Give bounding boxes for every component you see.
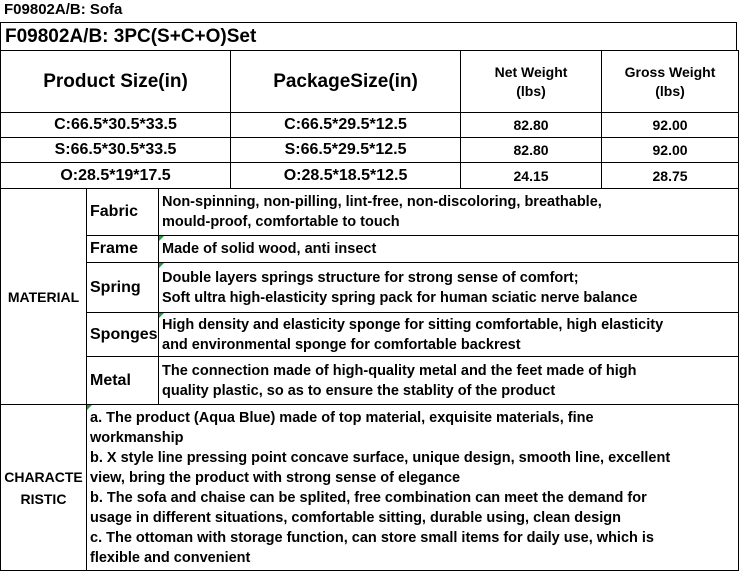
material-desc: Non-spinning, non-pilling, lint-free, non-discoloring, breathable, mould-proof, comfortable to touch <box>159 189 739 236</box>
material-name: Fabric <box>87 189 159 236</box>
sheet-title: F09802A/B: Sofa <box>4 1 123 18</box>
material-desc: The connection made of high-quality metal and the feet made of high quality plastic, so as to ensure the stablity of the product <box>159 357 739 405</box>
table-row <box>1 163 739 189</box>
set-title: F09802A/B: 3PC(S+C+O)Set <box>0 22 737 50</box>
gross-weight-cell: 28.75 <box>602 163 739 189</box>
material-desc: High density and elasticity sponge for sitting comfortable, high elasticity and environmental sponge for comfortable backrest <box>159 313 739 357</box>
material-row-spring <box>1 263 739 313</box>
material-name: Frame <box>87 236 159 263</box>
net-weight-cell: 24.15 <box>461 163 602 189</box>
material-desc: Made of solid wood, anti insect <box>159 236 739 263</box>
product-size-cell: O:28.5*19*17.5 <box>1 163 231 189</box>
material-row-sponges <box>1 313 739 357</box>
table-row <box>1 113 739 138</box>
net-weight-cell: 82.80 <box>461 113 602 138</box>
material-row-fabric <box>1 189 739 236</box>
characteristic-label: CHARACTE RISTIC <box>1 405 87 571</box>
material-row-frame <box>1 236 739 263</box>
material-desc: Double layers springs structure for strong sense of comfort; Soft ultra high-elasticity spring pack for human sciatic nerve balance <box>159 263 739 313</box>
package-size-cell: S:66.5*29.5*12.5 <box>231 138 461 163</box>
net-weight-cell: 82.80 <box>461 138 602 163</box>
header-row <box>1 51 739 113</box>
characteristic-row <box>1 405 739 571</box>
product-size-cell: C:66.5*30.5*33.5 <box>1 113 231 138</box>
material-name: Spring <box>87 263 159 313</box>
material-label: MATERIAL <box>1 189 87 405</box>
gross-weight-cell: 92.00 <box>602 138 739 163</box>
material-row-metal <box>1 357 739 405</box>
package-size-cell: O:28.5*18.5*12.5 <box>231 163 461 189</box>
material-name: Sponges <box>87 313 159 357</box>
product-size-cell: S:66.5*30.5*33.5 <box>1 138 231 163</box>
material-name: Metal <box>87 357 159 405</box>
table-row <box>1 138 739 163</box>
header-net-weight: Net Weight (lbs) <box>461 51 602 113</box>
header-package-size: PackageSize(in) <box>231 51 461 113</box>
spec-table <box>0 50 739 571</box>
characteristic-text: a. The product (Aqua Blue) made of top material, exquisite materials, fine workmanship b. X style line pressing point concave surface, unique design, smooth line, excellent view, bring the product with strong sense of elegance b. The sofa and chaise can be splited, free combination can meet the demand for usage in different situations, comfortable sitting, durable using, clean design c. The ottoman with storage function, can store small items for daily use, which is flexible and convenient <box>87 405 739 571</box>
package-size-cell: C:66.5*29.5*12.5 <box>231 113 461 138</box>
header-product-size: Product Size(in) <box>1 51 231 113</box>
gross-weight-cell: 92.00 <box>602 113 739 138</box>
header-gross-weight: Gross Weight (lbs) <box>602 51 739 113</box>
